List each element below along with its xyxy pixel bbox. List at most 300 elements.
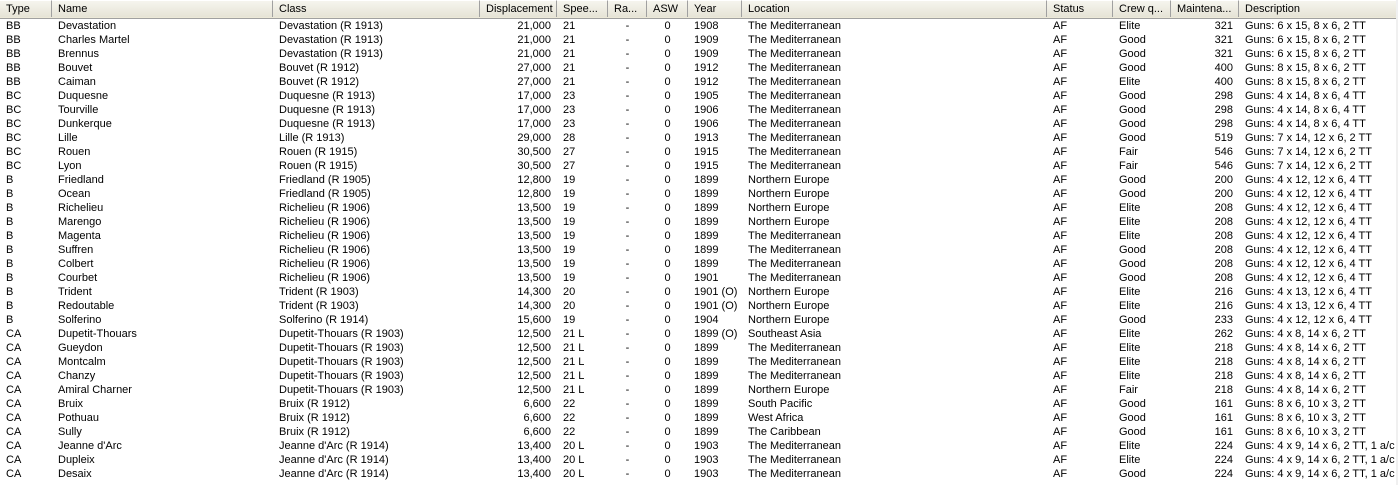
cell-displacement: 14,300	[517, 300, 551, 312]
cell-asw: 0	[664, 160, 671, 172]
cell-name: Duquesne	[58, 90, 109, 102]
cell-range: -	[625, 76, 630, 88]
table-row[interactable]	[0, 215, 1398, 229]
cell-range: -	[625, 370, 630, 382]
cell-range: -	[625, 216, 630, 228]
cell-location: The Mediterranean	[748, 132, 841, 144]
cell-location: The Caribbean	[748, 426, 821, 438]
table-row[interactable]	[0, 327, 1398, 341]
cell-year: 1899	[694, 426, 719, 438]
cell-type: CA	[6, 468, 22, 480]
cell-crew: Good	[1119, 468, 1146, 480]
cell-class: Dupetit-Thouars (R 1903)	[279, 384, 404, 396]
cell-crew: Good	[1119, 314, 1146, 326]
cell-name: Courbet	[58, 272, 98, 284]
cell-speed: 22	[563, 426, 576, 438]
cell-crew: Elite	[1119, 370, 1141, 382]
cell-speed: 21 L	[563, 370, 585, 382]
cell-location: The Mediterranean	[748, 468, 841, 480]
cell-displacement: 6,600	[523, 412, 551, 424]
table-row[interactable]	[0, 313, 1398, 327]
cell-displacement: 12,800	[517, 188, 551, 200]
cell-location: Northern Europe	[748, 202, 830, 214]
cell-status: AF	[1053, 272, 1068, 284]
cell-description: Guns: 4 x 14, 8 x 6, 4 TT	[1245, 118, 1366, 130]
cell-maintenance: 298	[1214, 118, 1233, 130]
cell-speed: 19	[563, 314, 576, 326]
cell-class: Rouen (R 1915)	[279, 160, 358, 172]
cell-speed: 20 L	[563, 440, 585, 452]
table-row[interactable]	[0, 341, 1398, 355]
cell-status: AF	[1053, 146, 1068, 158]
cell-type: CA	[6, 412, 22, 424]
cell-asw: 0	[664, 34, 671, 46]
cell-description: Guns: 4 x 13, 12 x 6, 4 TT	[1245, 300, 1372, 312]
cell-displacement: 12,800	[517, 174, 551, 186]
cell-name: Pothuau	[58, 412, 99, 424]
cell-class: Solferino (R 1914)	[279, 314, 369, 326]
cell-speed: 23	[563, 90, 576, 102]
cell-status: AF	[1053, 174, 1068, 186]
cell-class: Bruix (R 1912)	[279, 398, 350, 410]
cell-speed: 21 L	[563, 356, 585, 368]
cell-maintenance: 298	[1214, 90, 1233, 102]
cell-maintenance: 161	[1214, 398, 1233, 410]
table-row[interactable]	[0, 285, 1398, 299]
cell-crew: Good	[1119, 174, 1146, 186]
cell-crew: Good	[1119, 62, 1146, 74]
table-row[interactable]	[0, 61, 1398, 75]
cell-asw: 0	[664, 314, 671, 326]
cell-crew: Good	[1119, 48, 1146, 60]
table-row[interactable]	[0, 299, 1398, 313]
cell-status: AF	[1053, 104, 1068, 116]
cell-crew: Fair	[1119, 384, 1138, 396]
cell-asw: 0	[664, 48, 671, 60]
column-header-location[interactable]: Location	[742, 0, 1047, 17]
table-row[interactable]	[0, 89, 1398, 103]
cell-range: -	[625, 188, 630, 200]
cell-description: Guns: 4 x 14, 8 x 6, 4 TT	[1245, 104, 1366, 116]
column-header-asw[interactable]: ASW	[647, 0, 688, 17]
cell-description: Guns: 8 x 15, 8 x 6, 2 TT	[1245, 76, 1366, 88]
cell-maintenance: 208	[1214, 244, 1233, 256]
cell-range: -	[625, 440, 630, 452]
cell-speed: 21	[563, 62, 576, 74]
cell-type: BC	[6, 90, 22, 102]
cell-range: -	[625, 118, 630, 130]
cell-crew: Good	[1119, 132, 1146, 144]
column-header-speed[interactable]: Spee...	[557, 0, 608, 17]
table-row[interactable]	[0, 159, 1398, 173]
cell-asw: 0	[664, 20, 671, 32]
cell-type: BB	[6, 34, 21, 46]
cell-range: -	[625, 160, 630, 172]
cell-class: Rouen (R 1915)	[279, 146, 358, 158]
cell-speed: 19	[563, 202, 576, 214]
cell-type: BB	[6, 76, 21, 88]
cell-name: Dupleix	[58, 454, 95, 466]
cell-asw: 0	[664, 76, 671, 88]
cell-name: Dunkerque	[58, 118, 112, 130]
cell-status: AF	[1053, 328, 1068, 340]
cell-asw: 0	[664, 342, 671, 354]
cell-type: B	[6, 216, 14, 228]
cell-speed: 19	[563, 272, 576, 284]
cell-year: 1909	[694, 48, 719, 60]
cell-status: AF	[1053, 62, 1068, 74]
cell-displacement: 13,400	[517, 440, 551, 452]
cell-status: AF	[1053, 440, 1068, 452]
cell-range: -	[625, 174, 630, 186]
cell-range: -	[625, 104, 630, 116]
cell-class: Bouvet (R 1912)	[279, 62, 360, 74]
cell-year: 1901 (O)	[694, 286, 738, 298]
cell-crew: Fair	[1119, 146, 1138, 158]
cell-displacement: 12,500	[517, 356, 551, 368]
cell-class: Bruix (R 1912)	[279, 426, 350, 438]
cell-maintenance: 200	[1214, 174, 1233, 186]
cell-name: Magenta	[58, 230, 101, 242]
cell-displacement: 29,000	[517, 132, 551, 144]
table-row[interactable]	[0, 383, 1398, 397]
cell-type: B	[6, 202, 14, 214]
cell-location: The Mediterranean	[748, 160, 841, 172]
cell-maintenance: 208	[1214, 258, 1233, 270]
table-row[interactable]	[0, 201, 1398, 215]
column-header-displacement[interactable]: Displacement	[480, 0, 557, 17]
cell-year: 1899	[694, 258, 719, 270]
cell-class: Richelieu (R 1906)	[279, 230, 371, 242]
table-row[interactable]	[0, 75, 1398, 89]
table-row[interactable]	[0, 453, 1398, 467]
cell-asw: 0	[664, 454, 671, 466]
cell-year: 1903	[694, 454, 719, 466]
table-row[interactable]	[0, 229, 1398, 243]
cell-description: Guns: 7 x 14, 12 x 6, 2 TT	[1245, 132, 1372, 144]
column-header-type[interactable]: Type	[0, 0, 52, 17]
table-row[interactable]	[0, 467, 1398, 481]
cell-displacement: 13,500	[517, 216, 551, 228]
cell-speed: 22	[563, 398, 576, 410]
cell-speed: 21 L	[563, 342, 585, 354]
table-row[interactable]	[0, 439, 1398, 453]
cell-location: The Mediterranean	[748, 454, 841, 466]
cell-crew: Good	[1119, 426, 1146, 438]
cell-description: Guns: 6 x 15, 8 x 6, 2 TT	[1245, 34, 1366, 46]
table-row[interactable]	[0, 117, 1398, 131]
table-row[interactable]	[0, 103, 1398, 117]
cell-location: Northern Europe	[748, 216, 830, 228]
cell-asw: 0	[664, 118, 671, 130]
cell-location: Northern Europe	[748, 286, 830, 298]
column-header-name[interactable]: Name	[52, 0, 273, 17]
cell-range: -	[625, 258, 630, 270]
cell-displacement: 13,500	[517, 258, 551, 270]
table-row[interactable]	[0, 131, 1398, 145]
table-row[interactable]	[0, 243, 1398, 257]
cell-status: AF	[1053, 132, 1068, 144]
table-row[interactable]	[0, 19, 1398, 33]
cell-asw: 0	[664, 202, 671, 214]
cell-maintenance: 321	[1214, 48, 1233, 60]
cell-name: Amiral Charner	[58, 384, 132, 396]
column-header-status[interactable]: Status	[1047, 0, 1113, 17]
cell-asw: 0	[664, 146, 671, 158]
cell-year: 1899	[694, 174, 719, 186]
cell-name: Sully	[58, 426, 82, 438]
cell-displacement: 17,000	[517, 104, 551, 116]
table-header	[0, 0, 1398, 19]
column-header-maintenance[interactable]: Maintena...	[1171, 0, 1239, 17]
cell-location: The Mediterranean	[748, 104, 841, 116]
cell-status: AF	[1053, 160, 1068, 172]
cell-range: -	[625, 384, 630, 396]
cell-status: AF	[1053, 286, 1068, 298]
cell-maintenance: 218	[1214, 384, 1233, 396]
cell-class: Jeanne d'Arc (R 1914)	[279, 440, 389, 452]
cell-status: AF	[1053, 426, 1068, 438]
cell-crew: Elite	[1119, 300, 1141, 312]
table-row[interactable]	[0, 145, 1398, 159]
cell-range: -	[625, 202, 630, 214]
cell-status: AF	[1053, 468, 1068, 480]
table-row[interactable]	[0, 33, 1398, 47]
cell-maintenance: 161	[1214, 426, 1233, 438]
cell-asw: 0	[664, 272, 671, 284]
cell-year: 1903	[694, 468, 719, 480]
cell-name: Charles Martel	[58, 34, 130, 46]
table-row[interactable]	[0, 369, 1398, 383]
cell-asw: 0	[664, 216, 671, 228]
cell-crew: Good	[1119, 188, 1146, 200]
column-header-range[interactable]: Ra...	[608, 0, 647, 17]
cell-status: AF	[1053, 230, 1068, 242]
cell-name: Desaix	[58, 468, 92, 480]
cell-description: Guns: 4 x 12, 12 x 6, 4 TT	[1245, 314, 1372, 326]
cell-displacement: 14,300	[517, 286, 551, 298]
cell-year: 1912	[694, 76, 719, 88]
table-row[interactable]	[0, 257, 1398, 271]
cell-displacement: 21,000	[517, 20, 551, 32]
cell-year: 1899	[694, 398, 719, 410]
cell-type: CA	[6, 398, 22, 410]
cell-asw: 0	[664, 286, 671, 298]
cell-status: AF	[1053, 216, 1068, 228]
cell-range: -	[625, 398, 630, 410]
cell-description: Guns: 4 x 8, 14 x 6, 2 TT	[1245, 328, 1366, 340]
cell-crew: Good	[1119, 34, 1146, 46]
cell-maintenance: 321	[1214, 20, 1233, 32]
cell-description: Guns: 4 x 13, 12 x 6, 4 TT	[1245, 286, 1372, 298]
cell-displacement: 12,500	[517, 384, 551, 396]
cell-range: -	[625, 244, 630, 256]
cell-range: -	[625, 426, 630, 438]
cell-location: The Mediterranean	[748, 62, 841, 74]
cell-maintenance: 400	[1214, 62, 1233, 74]
cell-status: AF	[1053, 48, 1068, 60]
cell-class: Duquesne (R 1913)	[279, 104, 376, 116]
cell-class: Friedland (R 1905)	[279, 188, 371, 200]
cell-speed: 20 L	[563, 468, 585, 480]
cell-asw: 0	[664, 426, 671, 438]
cell-year: 1899	[694, 412, 719, 424]
cell-range: -	[625, 412, 630, 424]
cell-class: Bruix (R 1912)	[279, 412, 350, 424]
cell-class: Trident (R 1903)	[279, 300, 359, 312]
cell-range: -	[625, 314, 630, 326]
cell-status: AF	[1053, 20, 1068, 32]
cell-location: The Mediterranean	[748, 244, 841, 256]
cell-range: -	[625, 90, 630, 102]
cell-asw: 0	[664, 468, 671, 480]
cell-description: Guns: 4 x 9, 14 x 6, 2 TT, 1 a/c	[1245, 454, 1395, 466]
cell-year: 1906	[694, 104, 719, 116]
cell-year: 1899	[694, 202, 719, 214]
cell-displacement: 17,000	[517, 118, 551, 130]
cell-crew: Fair	[1119, 160, 1138, 172]
cell-status: AF	[1053, 300, 1068, 312]
cell-name: Ocean	[58, 188, 91, 200]
cell-type: CA	[6, 370, 22, 382]
cell-speed: 23	[563, 104, 576, 116]
cell-asw: 0	[664, 132, 671, 144]
cell-maintenance: 233	[1214, 314, 1233, 326]
cell-range: -	[625, 454, 630, 466]
cell-location: The Mediterranean	[748, 230, 841, 242]
cell-displacement: 13,500	[517, 230, 551, 242]
cell-range: -	[625, 20, 630, 32]
cell-description: Guns: 4 x 9, 14 x 6, 2 TT, 1 a/c	[1245, 468, 1395, 480]
column-header-description[interactable]: Description	[1239, 0, 1398, 17]
cell-range: -	[625, 34, 630, 46]
table-row[interactable]	[0, 425, 1398, 439]
cell-asw: 0	[664, 398, 671, 410]
cell-status: AF	[1053, 76, 1068, 88]
cell-name: Richelieu	[58, 202, 104, 214]
table-row[interactable]	[0, 173, 1398, 187]
cell-status: AF	[1053, 454, 1068, 466]
cell-type: B	[6, 272, 14, 284]
cell-year: 1915	[694, 146, 719, 158]
cell-description: Guns: 4 x 12, 12 x 6, 4 TT	[1245, 174, 1372, 186]
cell-status: AF	[1053, 370, 1068, 382]
cell-crew: Elite	[1119, 342, 1141, 354]
cell-crew: Elite	[1119, 230, 1141, 242]
cell-year: 1905	[694, 90, 719, 102]
cell-class: Jeanne d'Arc (R 1914)	[279, 454, 389, 466]
cell-maintenance: 200	[1214, 188, 1233, 200]
cell-class: Devastation (R 1913)	[279, 48, 383, 60]
cell-location: South Pacific	[748, 398, 813, 410]
cell-description: Guns: 4 x 9, 14 x 6, 2 TT, 1 a/c	[1245, 440, 1395, 452]
cell-class: Dupetit-Thouars (R 1903)	[279, 342, 404, 354]
cell-crew: Elite	[1119, 20, 1141, 32]
cell-crew: Good	[1119, 398, 1146, 410]
cell-class: Dupetit-Thouars (R 1903)	[279, 356, 404, 368]
cell-class: Jeanne d'Arc (R 1914)	[279, 468, 389, 480]
cell-description: Guns: 7 x 14, 12 x 6, 2 TT	[1245, 146, 1372, 158]
cell-description: Guns: 4 x 14, 8 x 6, 4 TT	[1245, 90, 1366, 102]
cell-class: Duquesne (R 1913)	[279, 90, 376, 102]
cell-type: BB	[6, 20, 21, 32]
cell-type: B	[6, 300, 14, 312]
table-row[interactable]	[0, 397, 1398, 411]
cell-class: Dupetit-Thouars (R 1903)	[279, 328, 404, 340]
cell-location: The Mediterranean	[748, 146, 841, 158]
cell-maintenance: 208	[1214, 216, 1233, 228]
cell-location: The Mediterranean	[748, 356, 841, 368]
cell-class: Richelieu (R 1906)	[279, 272, 371, 284]
column-header-crew[interactable]: Crew q...	[1113, 0, 1171, 17]
cell-description: Guns: 6 x 15, 8 x 6, 2 TT	[1245, 48, 1366, 60]
cell-speed: 19	[563, 188, 576, 200]
table-row[interactable]	[0, 411, 1398, 425]
cell-description: Guns: 4 x 12, 12 x 6, 4 TT	[1245, 216, 1372, 228]
cell-name: Jeanne d'Arc	[58, 440, 122, 452]
cell-description: Guns: 8 x 6, 10 x 3, 2 TT	[1245, 426, 1366, 438]
cell-location: Southeast Asia	[748, 328, 822, 340]
cell-crew: Elite	[1119, 328, 1141, 340]
cell-asw: 0	[664, 300, 671, 312]
cell-year: 1899	[694, 244, 719, 256]
cell-maintenance: 218	[1214, 370, 1233, 382]
cell-range: -	[625, 356, 630, 368]
cell-location: The Mediterranean	[748, 370, 841, 382]
cell-year: 1908	[694, 20, 719, 32]
cell-range: -	[625, 230, 630, 242]
cell-displacement: 13,500	[517, 202, 551, 214]
cell-type: CA	[6, 342, 22, 354]
cell-type: CA	[6, 440, 22, 452]
table-row[interactable]	[0, 355, 1398, 369]
cell-year: 1899	[694, 370, 719, 382]
cell-speed: 20	[563, 300, 576, 312]
cell-location: The Mediterranean	[748, 90, 841, 102]
table-row[interactable]	[0, 187, 1398, 201]
table-row[interactable]	[0, 271, 1398, 285]
cell-asw: 0	[664, 440, 671, 452]
cell-displacement: 12,500	[517, 342, 551, 354]
cell-maintenance: 519	[1214, 132, 1233, 144]
column-header-year[interactable]: Year	[688, 0, 742, 17]
cell-displacement: 21,000	[517, 34, 551, 46]
cell-class: Dupetit-Thouars (R 1903)	[279, 370, 404, 382]
cell-crew: Elite	[1119, 76, 1141, 88]
cell-speed: 19	[563, 258, 576, 270]
cell-speed: 22	[563, 412, 576, 424]
column-header-class[interactable]: Class	[273, 0, 480, 17]
cell-speed: 28	[563, 132, 576, 144]
cell-crew: Good	[1119, 118, 1146, 130]
cell-location: The Mediterranean	[748, 440, 841, 452]
table-row[interactable]	[0, 47, 1398, 61]
cell-displacement: 17,000	[517, 90, 551, 102]
cell-crew: Elite	[1119, 286, 1141, 298]
cell-range: -	[625, 62, 630, 74]
cell-maintenance: 208	[1214, 230, 1233, 242]
cell-displacement: 13,500	[517, 244, 551, 256]
cell-status: AF	[1053, 202, 1068, 214]
cell-status: AF	[1053, 258, 1068, 270]
cell-speed: 21	[563, 48, 576, 60]
cell-type: CA	[6, 384, 22, 396]
cell-type: BB	[6, 48, 21, 60]
cell-location: The Mediterranean	[748, 258, 841, 270]
cell-speed: 21	[563, 34, 576, 46]
cell-location: The Mediterranean	[748, 118, 841, 130]
cell-status: AF	[1053, 412, 1068, 424]
